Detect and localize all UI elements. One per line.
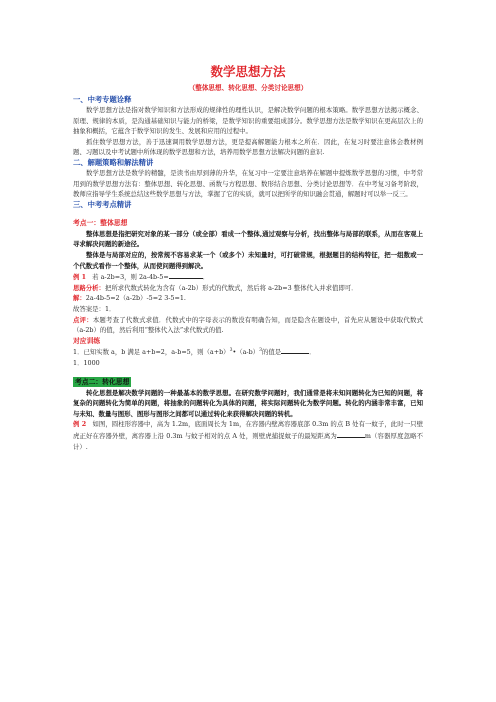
solution (73, 293, 423, 304)
key-point-1-label: 考点一：整体思想 (73, 218, 128, 227)
drill-mid: •（a-b） (232, 348, 260, 357)
drill-blank (281, 346, 309, 354)
comment-text: 本题考查了代数式求值．代数式中的字母表示的数没有明确告知，而是隐含在题设中，首先应从题设中获取代数式（a-2b）的值，然后利用“整体代入法”求代数式的值. (73, 315, 424, 335)
key-point-2-label: 考点二：转化思想 (75, 377, 130, 386)
example-2-label: 例 2 (73, 420, 87, 429)
drill-period: ． (309, 348, 316, 357)
drill-text: 1．已知实数 a，b 满足 a+b=2，a-b=5，则（a+b） (73, 348, 230, 357)
section1-paragraph-1: 数学思想方法是指对数学知识和方法形成的规律性的理性认识，是解决数学问题的根本策略。数学思想方法揭示概念、原理、规律的本质，是沟通基础知识与能力的桥梁，是数学知识的重要组成部分。数学思想方法是数学知识在更高层次上的抽象和概括，它蕴含于数学知识的发生、发展和应用的过程中。 (73, 106, 423, 136)
answer-blank (169, 271, 203, 279)
comment-label: 点评： (73, 315, 93, 324)
idea-label: 思路分析： (73, 283, 105, 292)
idea-analysis (73, 283, 423, 294)
page-subtitle: （整体思想、转化思想、分类讨论思想） (188, 84, 308, 92)
page-title: 数学思想方法 (210, 64, 286, 79)
section-heading-1: 一、中考专题诠释 (73, 95, 132, 104)
example-2-end: m（容器厚度忽略不计）. (73, 431, 423, 451)
example-2 (73, 419, 423, 452)
drill-question (73, 346, 423, 358)
solution-text: 2a-4b-5=2（a-2b）-5=2 3-5=1. (85, 294, 186, 303)
example-1 (73, 271, 423, 283)
section1-paragraph-2: 抓住数学思想方法，善于迅速调用数学思想方法，更是提高解题能力根本之所在．因此，在复习时要注意体会教材例题、习题以及中考试题中所体现的数学思想和方法，培养用数学思想方法解决问题的意识. (73, 137, 423, 157)
example-2-text: 如图，圆柱形容器中，高为 1.2m，底面周长为 1m，在容器内壁离容器底部 0.3m 的点 B 处有一蚊子，此时一只壁虎正好在容器外壁，离容器上沿 0.3m 与蚊子相对的点 A 处，则壁虎捕捉蚊子的最短距离为 (73, 420, 423, 440)
drill-exponent-1: 3 (229, 348, 233, 354)
example-1-text: 若 a-2b=3，则 2a-4b-5= (92, 273, 169, 282)
document-content (73, 64, 423, 452)
drill-answer: 1．1000 (73, 359, 100, 367)
idea-text: 把所求代数式转化为含有（a-2b）形式的代数式，然后将 a-2b=3 整体代入并求值即可． (104, 283, 358, 292)
section-heading-3: 三、中考考点精讲 (73, 199, 132, 209)
section-heading-2: 二、解题策略和解法精讲 (73, 157, 154, 167)
drill-label: 对应训练 (73, 336, 101, 345)
drill-exponent-2: 3 (259, 348, 262, 354)
solution-label: 解： (73, 294, 86, 303)
example-1-end: ． (202, 273, 210, 282)
kp1-intro-1: 整体思想是指把研究对象的某一部分（或全部）看成一个整体,通过观察与分析，找出整体与局部的联系，从而在客观上寻求解决问题的新途径。 (73, 229, 423, 249)
kp2-intro: 转化思想是解决数学问题的一种最基本的数学思想。在研究数学问题时，我们通常是将未知问题转化为已知的问题，将复杂的问题转化为简单的问题，将抽象的问题转化为具体的问题，将实际问题转化为数学问题。转化的内涵非常丰富，已知与未知、数量与图形、图形与图形之间都可以通过转化来获得解决问题的转机。 (73, 388, 423, 418)
example-1-label: 例 1 (73, 273, 87, 282)
comment (73, 315, 423, 336)
kp1-intro-2: 整体是与局部对应的，按常规不容易求某一个（或多个）未知量时，可打破常规，根据题目的结构特征，把一组数或一个代数式看作一个整体，从而使问题得到解决。 (73, 250, 423, 270)
answer-blank-2 (337, 430, 365, 438)
answer-line: 故答案是：1． (73, 304, 116, 313)
drill-end: 的值是 (261, 348, 282, 357)
section2-paragraph-1: 数学思想方法是数学的精髓，是读书由厚到薄的升华，在复习中一定要注意培养在解题中提炼数学思想的习惯，中考常用到的数学思想方法有：整体思想、转化思想、函数与方程思想、数形结合思想、分类讨论思想等．在中考复习备考阶段，教师应指导学生系统总结这些数学思想与方法，掌握了它的实质，就可以把所学的知识融会贯通，解题时可以举一反三。 (73, 168, 423, 199)
